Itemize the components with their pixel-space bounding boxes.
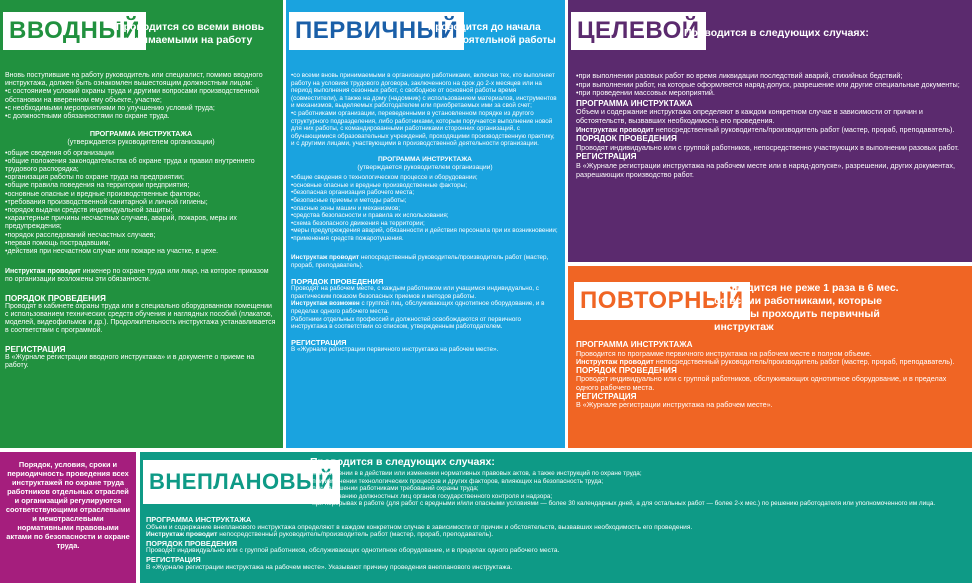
vvodny-panel <box>0 0 283 448</box>
pervichny-title: ПЕРВИЧНЫЙ <box>289 12 464 50</box>
vvodny-intro: Вновь поступившие на работу руководитель или специалист, помимо вводного инструктажа, должен быть ознакомлен вышестоящим должностным лицом: <box>5 72 263 88</box>
povtorny-program-text: Проводится по программе первичного инструктажа на рабочем месте в полном объеме. <box>576 348 872 358</box>
povtorny-conductor-text: непосредственный руководитель/производитель работ (мастер, прораб, преподаватель). <box>655 357 955 367</box>
list-item: • при проведении массовых мероприятий. <box>576 89 964 98</box>
poryadok-text: Порядок, условия, сроки и периодичность проведения всех инструктажей по охране труда работников отдельных отраслей и организаций регулируются соответствующими отраслевыми и межотраслевыми нормативными правовыми актами по безопасности и охране труда. <box>5 460 131 550</box>
list-item: • общие сведения об организации <box>5 150 277 158</box>
vvodny-program-title: ПРОГРАММА ИНСТРУКТАЖА <box>89 129 193 139</box>
vneplanovy-heading: Проводится в следующих случаях: <box>310 456 495 468</box>
povtorny-panel <box>568 266 972 448</box>
celevoy-body <box>576 72 964 179</box>
list-item: • применения средств пожаротушения. <box>291 235 559 243</box>
vneplanovy-program-text: Объем и содержание внепланового инструктажа определяют в каждом конкретном случае в зависимости от причин и обстоятельств, вызвавших необходимость его проведения. <box>146 523 693 531</box>
list-item: • общие положения законодательства об охране труда и правил внутреннего трудового распорядка; <box>5 158 277 174</box>
pervichny-order-title: ПОРЯДОК ПРОВЕДЕНИЯ <box>291 276 384 286</box>
list-item: • с должностными обязанностями по охране труда. <box>5 113 277 121</box>
povtorny-title: ПОВТОРНЫЙ <box>574 282 750 320</box>
pervichny-heading: Проводится до начала самостоятельной работы <box>428 22 556 46</box>
list-item: • требования производственной санитарной и личной гигиены; <box>5 199 277 207</box>
vvodny-heading: Проводится со всеми вновь принимаемыми на работу <box>116 21 265 46</box>
list-item: • с необходимыми мероприятиями по улучшению условий труда; <box>5 105 277 113</box>
list-item: • средства безопасности и правила их использования; <box>291 212 559 220</box>
vvodny-order-text: Проводят в кабинете охраны труда или в специально оборудованном помещении с использованием технических средств обучения и наглядных пособий (плакатов, моделей, видеофильмов и др.). Продолжительность инструктажа устанавливается в соответствии с программой. <box>5 302 276 335</box>
vneplanovy-panel <box>140 452 972 583</box>
list-item: • основные опасные и вредные производственные факторы; <box>291 182 559 190</box>
celevoy-program-title: ПРОГРАММА ИНСТРУКТАЖА <box>576 98 693 108</box>
vvodny-conductor-label: Инструктаж проводит <box>5 268 81 276</box>
celevoy-panel <box>568 0 972 262</box>
vneplanovy-list <box>310 470 966 508</box>
list-item: • со всеми вновь принимаемыми в организацию работниками, включая тех, кто выполняет работу на условиях трудового договора, заключенного на срок до 2-х месяцев или на период выполнения сезонных работ, с свободное от основной работы время (совместители), а также на дому (надомник) с использованием материалов, инструментов и механизмов, выделяемых работодателем или приобретаемых ими за свой счет; <box>291 72 559 110</box>
list-item: • при выполнении работ, на которые оформляется наряд-допуск, разрешение или другие специальные документы; <box>576 81 964 90</box>
pervichny-order-label2: Инструктаж возможен <box>291 300 360 308</box>
list-item: • первая помощь пострадавшим; <box>5 240 277 248</box>
vvodny-reg-text: В «Журнале регистрации вводного инструктажа» и в документе о приеме на работу. <box>5 353 255 370</box>
vneplanovy-body <box>146 516 966 571</box>
list-item: • общие сведения о технологическом процессе и оборудовании; <box>291 174 559 182</box>
celevoy-heading: Проводится в следующих случаях: <box>684 27 869 39</box>
vvodny-title: ВВОДНЫЙ <box>3 12 146 50</box>
celevoy-conductor-text: непосредственный руководитель/производитель работ (мастер, прораб, преподаватель). <box>655 124 955 134</box>
list-item: • меры предупреждения аварий, обязанности и действия персонала при их возникновении; <box>291 227 559 235</box>
pervichny-reg-title: РЕГИСТРАЦИЯ <box>291 337 347 347</box>
pervichny-program-subtitle: (утверждается руководителем организации) <box>357 163 493 171</box>
pervichny-list <box>291 72 559 148</box>
vneplanovy-conductor-label: Инструктаж проводит <box>146 531 218 539</box>
list-item: • при выполнении разовых работ во время ликвидации последствий аварий, стихийных бедствий; <box>576 72 964 81</box>
pervichny-conductor-label: Инструктаж проводит <box>291 254 360 262</box>
list-item: • при перерывах в работе (для работ с вредными и/или опасными условиями — более 30 календарных дней, а для остальных работ — более 2-х мес.) по решению работодателя или уполномоченного им лица. <box>310 500 966 508</box>
pervichny-program-title: ПРОГРАММА ИНСТРУКТАЖА <box>378 155 472 163</box>
povtorny-order-text: Проводят индивидуально или с группой работников, обслуживающих однотипное оборудование, и в пределах одного рабочего места. <box>576 374 947 392</box>
povtorny-reg-text: В «Журнале регистрации инструктажа на рабочем месте». <box>576 400 773 410</box>
list-item: • общие правила поведения на территории предприятия; <box>5 182 277 190</box>
vvodny-intro-list <box>5 88 277 121</box>
celevoy-list <box>576 72 964 98</box>
povtorny-order-title: ПОРЯДОК ПРОВЕДЕНИЯ <box>576 365 677 375</box>
list-item: • схема безопасного движения на территории; <box>291 220 559 228</box>
list-item: • действия при несчастном случае или пожаре на участке, в цехе. <box>5 248 277 256</box>
list-item: • с работниками организации, переведенными в установленном порядке из другого структурного подразделения, либо работниками, которым поручается выполнение новой для них работы, с командированными работниками сторонних организаций, с обучающимися образовательных учреждений, проходящими производственную практику, и с другими лицами, участвующими в производственной деятельности организации. <box>291 110 559 148</box>
poryadok-panel <box>0 452 136 583</box>
list-item: • безопасная организация рабочего места; <box>291 189 559 197</box>
celevoy-order-title: ПОРЯДОК ПРОВЕДЕНИЯ <box>576 134 677 144</box>
vvodny-program-subtitle: (утверждается руководителем организации) <box>67 137 215 147</box>
celevoy-conductor-label: Инструктаж проводит <box>576 124 654 134</box>
povtorny-conductor-label: Инструктаж проводит <box>576 357 654 367</box>
list-item: • опасные зоны машин и механизмов; <box>291 205 559 213</box>
celevoy-order-text: Проводят индивидуально или с группой работников, непосредственно участвующих в выполнении разовых работ. <box>576 142 959 152</box>
povtorny-program-title: ПРОГРАММА ИНСТРУКТАЖА <box>576 340 693 349</box>
pervichny-conductor-text: непосредственный руководитель/производитель работ (мастер, прораб, преподаватель). <box>291 254 549 270</box>
celevoy-program-text: Объем и содержание инструктажа определяют в каждом конкретном случае в зависимости от причин и обстоятельств, вызвавших необходимость его проведения. <box>576 107 923 125</box>
vneplanovy-reg-text: В «Журнале регистрации инструктажа на рабочем месте». Указывают причину проведения внепланового инструктажа. <box>146 563 513 571</box>
povtorny-reg-title: РЕГИСТРАЦИЯ <box>576 391 637 401</box>
list-item: • порядок выдачи средств индивидуальной защиты; <box>5 207 277 215</box>
list-item: • основные опасные и вредные производственные факторы; <box>5 191 277 199</box>
celevoy-reg-title: РЕГИСТРАЦИЯ <box>576 152 637 162</box>
list-item: • безопасные приемы и методы работы; <box>291 197 559 205</box>
pervichny-order-text: Проводят на рабочем месте, с каждым работником или учащимся индивидуально, с практическим показом безопасных приемов и методов работы. <box>291 285 539 300</box>
vvodny-program-list <box>5 150 277 257</box>
povtorny-heading: Проводится не реже 1 раза в 6 мес. со всеми работниками, которые обязаны проходить первичный инструктаж <box>714 282 899 333</box>
pervichny-order-text2: с группой лиц, обслуживающих однотипное оборудование, и в пределах одного рабочего места. <box>291 300 545 316</box>
vvodny-conductor-text: инженер по охране труда или лицо, на которое приказом по организации возложены эти обязанности. <box>5 268 269 284</box>
list-item: • при изменении технологических процессов и других факторов, влияющих на безопасность труда; <box>310 478 966 486</box>
list-item: • при введении в в действии или изменении нормативных правовых актов, а также инструкций по охране труда; <box>310 470 966 478</box>
pervichny-order-text3: Работники отдельных профессий и должностей освобождаются от первичного инструктажа в соответствии со списком, утвержденным работодателем. <box>291 315 522 331</box>
vneplanovy-title: ВНЕПЛАНОВЫЙ <box>143 460 340 504</box>
vvodny-reg-title: РЕГИСТРАЦИЯ <box>5 344 66 354</box>
vneplanovy-program-title: ПРОГРАММА ИНСТРУКТАЖА <box>146 515 252 524</box>
pervichny-reg-text: В «Журнале регистрации первичного инструктажа на рабочем месте». <box>291 346 499 354</box>
vvodny-order-title: ПОРЯДОК ПРОВЕДЕНИЯ <box>5 293 106 303</box>
pervichny-body <box>291 72 559 354</box>
vneplanovy-list-wrap <box>310 470 966 508</box>
list-item: • порядок расследований несчастных случаев; <box>5 232 277 240</box>
list-item: • организация работы по охране труда на предприятии; <box>5 174 277 182</box>
list-item: • при нарушении работниками требований охраны труда; <box>310 485 966 493</box>
vneplanovy-order-title: ПОРЯДОК ПРОВЕДЕНИЯ <box>146 538 238 548</box>
vvodny-body <box>5 72 277 370</box>
pervichny-panel <box>286 0 565 448</box>
pervichny-program-list <box>291 174 559 242</box>
list-item: • характерные причины несчастных случаев, аварий, пожаров, меры их предупреждения; <box>5 215 277 231</box>
celevoy-title: ЦЕЛЕВОЙ <box>571 12 706 50</box>
vneplanovy-order-text: Проводят индивидуально или с группой работников, обслуживающих однотипное оборудование, и в пределах одного рабочего места. <box>146 547 560 555</box>
list-item: • с состоянием условий охраны труда и другими вопросами производственной обстановки на вверенном ему объекте, участке; <box>5 88 277 104</box>
celevoy-reg-text: В «Журнале регистрации инструктажа на рабочем месте или в наряд-допуске», разрешении, других документах, разрешающих производство работ. <box>576 160 955 179</box>
vneplanovy-conductor-text: непосредственный руководитель/производитель работ (мастер, прораб, преподаватель). <box>219 531 494 539</box>
vneplanovy-reg-title: РЕГИСТРАЦИЯ <box>146 554 201 564</box>
list-item: • по требованию должностных лиц органов государственного контроля и надзора; <box>310 493 966 501</box>
povtorny-body <box>576 341 964 410</box>
